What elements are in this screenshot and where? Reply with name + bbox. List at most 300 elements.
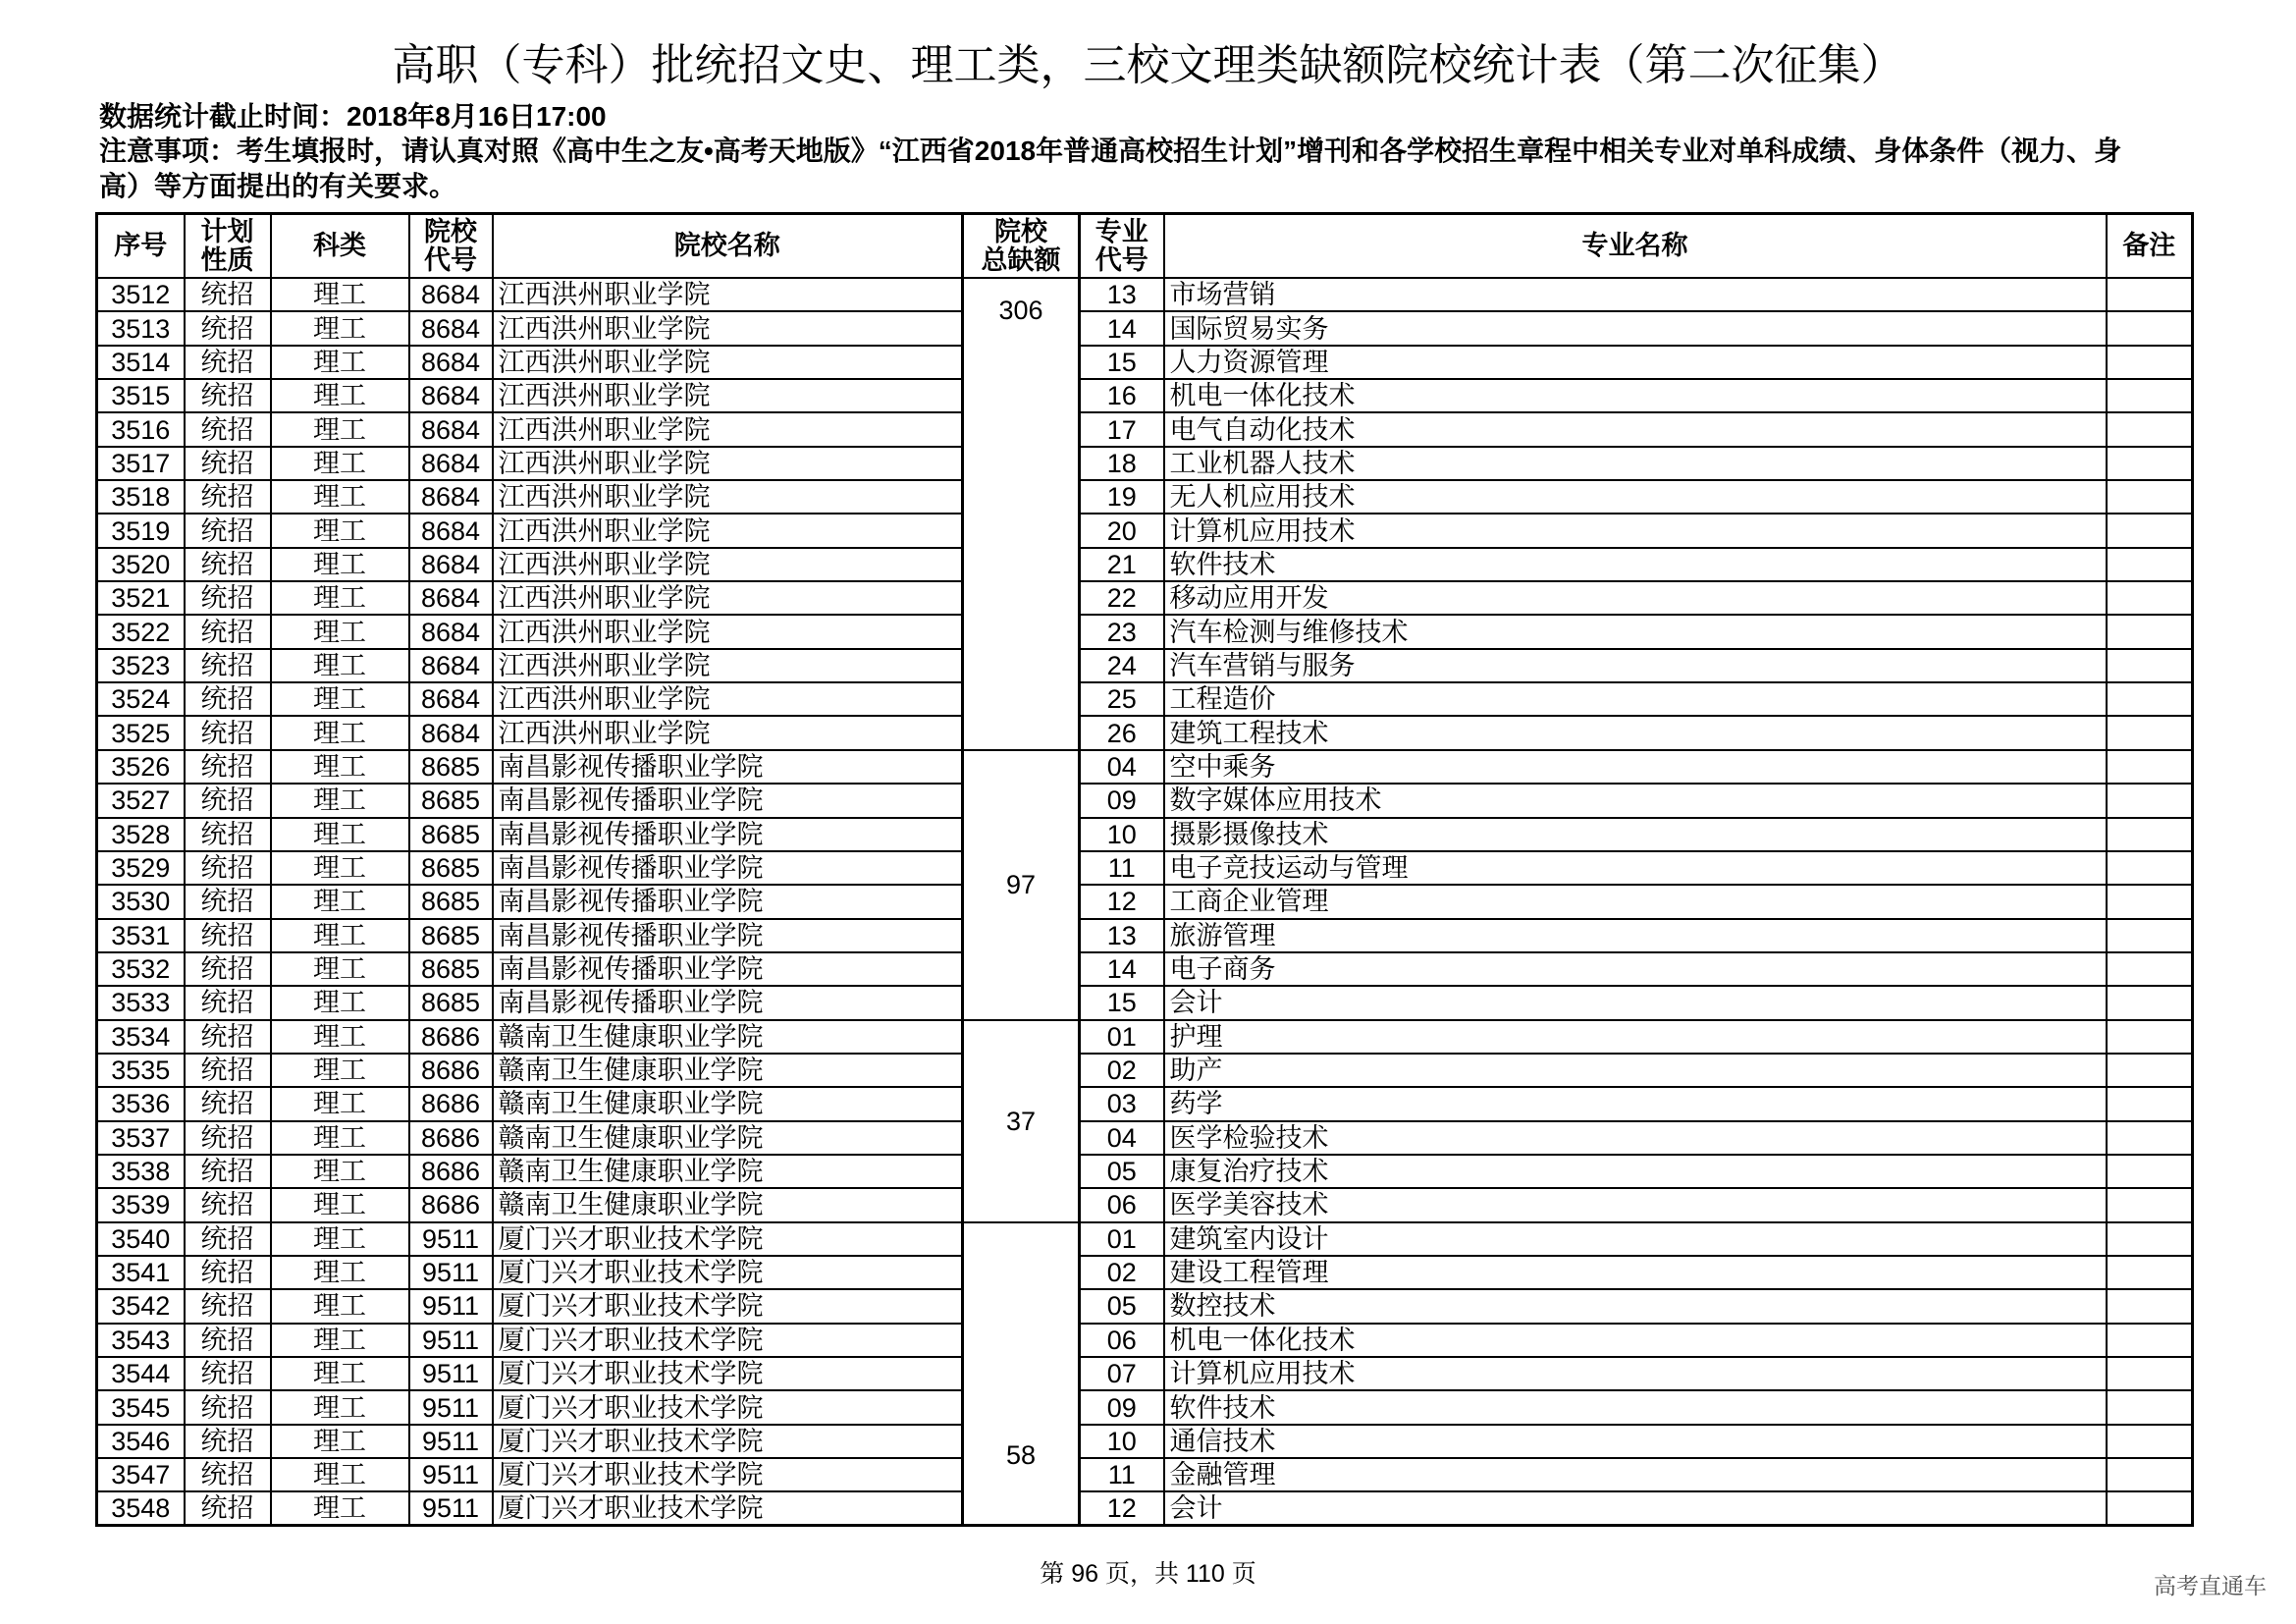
- cell-remark: [2107, 919, 2193, 952]
- cell-plan-type: 统招: [185, 447, 271, 480]
- cell-plan-type: 统招: [185, 1357, 271, 1390]
- cell-remark: [2107, 1121, 2193, 1155]
- cell-major-code: 15: [1080, 986, 1164, 1019]
- cell-remark: [2107, 480, 2193, 514]
- cell-major-code: 03: [1080, 1087, 1164, 1120]
- cell-plan-type: 统招: [185, 818, 271, 851]
- notice-text: [99, 134, 2259, 204]
- cell-plan-type: 统招: [185, 952, 271, 986]
- cell-major-name: 无人机应用技术: [1164, 480, 2107, 514]
- cell-category: 理工: [271, 1390, 409, 1424]
- header-major-code: 专业 代号: [1080, 214, 1164, 279]
- cell-seq: 3521: [97, 581, 185, 615]
- cell-school-name: 赣南卫生健康职业学院: [493, 1054, 963, 1087]
- cell-seq: 3524: [97, 682, 185, 716]
- cell-major-name: 工业机器人技术: [1164, 447, 2107, 480]
- cell-major-name: 工商企业管理: [1164, 885, 2107, 918]
- cell-major-name: 摄影摄像技术: [1164, 818, 2107, 851]
- cell-school-name: 南昌影视传播职业学院: [493, 986, 963, 1019]
- cell-category: 理工: [271, 1289, 409, 1323]
- cell-major-code: 22: [1080, 581, 1164, 615]
- cell-school-code: 9511: [409, 1256, 493, 1289]
- cell-plan-type: 统招: [185, 311, 271, 345]
- notice-line: 高）等方面提出的有关要求。: [99, 171, 457, 201]
- deadline-text: 数据统计截止时间：2018年8月16日17:00: [99, 101, 607, 132]
- cell-seq: 3548: [97, 1491, 185, 1525]
- cell-school-name: 南昌影视传播职业学院: [493, 885, 963, 918]
- cell-major-code: 05: [1080, 1155, 1164, 1188]
- cell-plan-type: 统招: [185, 1188, 271, 1221]
- quota-table: [95, 212, 2194, 1527]
- cell-school-name: 江西洪州职业学院: [493, 447, 963, 480]
- cell-school-name: 江西洪州职业学院: [493, 649, 963, 682]
- table-row: [97, 514, 2193, 547]
- cell-major-name: 康复治疗技术: [1164, 1155, 2107, 1188]
- cell-remark: [2107, 682, 2193, 716]
- cell-seq: 3531: [97, 919, 185, 952]
- cell-remark: [2107, 818, 2193, 851]
- table-row: [97, 851, 2193, 885]
- cell-major-name: 机电一体化技术: [1164, 1324, 2107, 1357]
- cell-major-name: 护理: [1164, 1020, 2107, 1054]
- cell-school-name: 赣南卫生健康职业学院: [493, 1020, 963, 1054]
- cell-remark: [2107, 346, 2193, 379]
- cell-major-name: 计算机应用技术: [1164, 514, 2107, 547]
- table-row: [97, 1054, 2193, 1087]
- cell-major-name: 电子商务: [1164, 952, 2107, 986]
- cell-major-code: 14: [1080, 952, 1164, 986]
- cell-remark: [2107, 379, 2193, 412]
- table-row: [97, 1155, 2193, 1188]
- cell-major-name: 市场营销: [1164, 278, 2107, 311]
- cell-seq: 3546: [97, 1425, 185, 1458]
- table-row: [97, 986, 2193, 1019]
- cell-major-code: 06: [1080, 1324, 1164, 1357]
- cell-school-code: 9511: [409, 1425, 493, 1458]
- cell-major-code: 11: [1080, 1458, 1164, 1491]
- cell-school-name: 南昌影视传播职业学院: [493, 784, 963, 817]
- cell-school-name: 江西洪州职业学院: [493, 379, 963, 412]
- cell-school-total: 37: [963, 1020, 1080, 1222]
- cell-category: 理工: [271, 311, 409, 345]
- cell-school-code: 8684: [409, 649, 493, 682]
- cell-seq: 3533: [97, 986, 185, 1019]
- cell-school-code: 8684: [409, 412, 493, 446]
- table-row: [97, 1289, 2193, 1323]
- cell-school-code: 9511: [409, 1324, 493, 1357]
- cell-school-name: 江西洪州职业学院: [493, 346, 963, 379]
- cell-major-code: 04: [1080, 1121, 1164, 1155]
- cell-seq: 3523: [97, 649, 185, 682]
- table-row: [97, 581, 2193, 615]
- cell-remark: [2107, 1256, 2193, 1289]
- cell-school-code: 8684: [409, 716, 493, 749]
- table-body: [97, 278, 2193, 1526]
- cell-plan-type: 统招: [185, 1289, 271, 1323]
- cell-school-total: 97: [963, 750, 1080, 1020]
- table-row: [97, 1020, 2193, 1054]
- cell-school-code: 8686: [409, 1087, 493, 1120]
- cell-school-total: 58: [963, 1222, 1080, 1526]
- cell-category: 理工: [271, 1425, 409, 1458]
- cell-seq: 3537: [97, 1121, 185, 1155]
- page-title: 高职（专科）批统招文史、理工类，三校文理类缺额院校统计表（第二次征集）: [392, 41, 1904, 89]
- cell-seq: 3538: [97, 1155, 185, 1188]
- cell-major-name: 会计: [1164, 986, 2107, 1019]
- cell-category: 理工: [271, 346, 409, 379]
- cell-plan-type: 统招: [185, 615, 271, 648]
- cell-major-code: 13: [1080, 278, 1164, 311]
- table-row: [97, 1324, 2193, 1357]
- cell-school-name: 江西洪州职业学院: [493, 278, 963, 311]
- cell-remark: [2107, 581, 2193, 615]
- cell-remark: [2107, 1425, 2193, 1458]
- cell-school-code: 8685: [409, 818, 493, 851]
- table-row: [97, 1390, 2193, 1424]
- cell-school-code: 8686: [409, 1121, 493, 1155]
- cell-major-code: 14: [1080, 311, 1164, 345]
- cell-major-code: 23: [1080, 615, 1164, 648]
- cell-school-name: 赣南卫生健康职业学院: [493, 1155, 963, 1188]
- cell-school-code: 8684: [409, 682, 493, 716]
- cell-school-name: 厦门兴才职业技术学院: [493, 1357, 963, 1390]
- cell-plan-type: 统招: [185, 1256, 271, 1289]
- cell-major-code: 06: [1080, 1188, 1164, 1221]
- cell-category: 理工: [271, 952, 409, 986]
- cell-remark: [2107, 548, 2193, 581]
- cell-remark: [2107, 311, 2193, 345]
- cell-category: 理工: [271, 851, 409, 885]
- cell-seq: 3545: [97, 1390, 185, 1424]
- cell-major-name: 机电一体化技术: [1164, 379, 2107, 412]
- cell-major-code: 09: [1080, 1390, 1164, 1424]
- cell-remark: [2107, 716, 2193, 749]
- table-row: [97, 682, 2193, 716]
- cell-major-name: 工程造价: [1164, 682, 2107, 716]
- cell-category: 理工: [271, 581, 409, 615]
- table-row: [97, 346, 2193, 379]
- cell-major-code: 25: [1080, 682, 1164, 716]
- cell-category: 理工: [271, 986, 409, 1019]
- cell-plan-type: 统招: [185, 986, 271, 1019]
- cell-major-name: 数字媒体应用技术: [1164, 784, 2107, 817]
- table-row: [97, 548, 2193, 581]
- cell-major-name: 汽车营销与服务: [1164, 649, 2107, 682]
- cell-plan-type: 统招: [185, 1020, 271, 1054]
- cell-major-code: 17: [1080, 412, 1164, 446]
- cell-plan-type: 统招: [185, 682, 271, 716]
- cell-seq: 3532: [97, 952, 185, 986]
- cell-school-code: 9511: [409, 1289, 493, 1323]
- cell-category: 理工: [271, 1087, 409, 1120]
- table-row: [97, 379, 2193, 412]
- table-row: [97, 1256, 2193, 1289]
- cell-remark: [2107, 1188, 2193, 1221]
- cell-school-code: 8685: [409, 986, 493, 1019]
- cell-school-code: 9511: [409, 1491, 493, 1525]
- cell-school-code: 9511: [409, 1458, 493, 1491]
- table-row: [97, 716, 2193, 749]
- cell-category: 理工: [271, 1491, 409, 1525]
- cell-remark: [2107, 1390, 2193, 1424]
- cell-remark: [2107, 1324, 2193, 1357]
- cell-major-name: 空中乘务: [1164, 750, 2107, 784]
- cell-remark: [2107, 1155, 2193, 1188]
- cell-school-name: 厦门兴才职业技术学院: [493, 1390, 963, 1424]
- cell-school-code: 8684: [409, 615, 493, 648]
- cell-school-name: 赣南卫生健康职业学院: [493, 1087, 963, 1120]
- cell-school-name: 南昌影视传播职业学院: [493, 750, 963, 784]
- table-row: [97, 1188, 2193, 1221]
- cell-remark: [2107, 447, 2193, 480]
- header-major-name: 专业名称: [1164, 214, 2107, 279]
- cell-major-name: 移动应用开发: [1164, 581, 2107, 615]
- cell-school-name: 江西洪州职业学院: [493, 311, 963, 345]
- cell-major-code: 15: [1080, 346, 1164, 379]
- cell-seq: 3543: [97, 1324, 185, 1357]
- cell-seq: 3513: [97, 311, 185, 345]
- cell-plan-type: 统招: [185, 1425, 271, 1458]
- table-row: [97, 818, 2193, 851]
- cell-school-code: 9511: [409, 1222, 493, 1256]
- cell-major-code: 01: [1080, 1020, 1164, 1054]
- cell-school-name: 厦门兴才职业技术学院: [493, 1256, 963, 1289]
- cell-category: 理工: [271, 278, 409, 311]
- cell-remark: [2107, 1087, 2193, 1120]
- cell-school-name: 南昌影视传播职业学院: [493, 851, 963, 885]
- cell-major-code: 09: [1080, 784, 1164, 817]
- cell-school-name: 江西洪州职业学院: [493, 615, 963, 648]
- table-row: [97, 919, 2193, 952]
- cell-seq: 3518: [97, 480, 185, 514]
- cell-category: 理工: [271, 750, 409, 784]
- cell-category: 理工: [271, 447, 409, 480]
- cell-category: 理工: [271, 379, 409, 412]
- cell-school-name: 厦门兴才职业技术学院: [493, 1458, 963, 1491]
- cell-remark: [2107, 278, 2193, 311]
- cell-plan-type: 统招: [185, 412, 271, 446]
- cell-remark: [2107, 615, 2193, 648]
- table-header: [97, 214, 2193, 279]
- cell-seq: 3544: [97, 1357, 185, 1390]
- cell-major-name: 计算机应用技术: [1164, 1357, 2107, 1390]
- cell-school-code: 8684: [409, 514, 493, 547]
- cell-seq: 3530: [97, 885, 185, 918]
- cell-major-code: 21: [1080, 548, 1164, 581]
- table-row: [97, 480, 2193, 514]
- cell-seq: 3522: [97, 615, 185, 648]
- cell-seq: 3540: [97, 1222, 185, 1256]
- cell-remark: [2107, 1054, 2193, 1087]
- cell-category: 理工: [271, 784, 409, 817]
- cell-major-code: 07: [1080, 1357, 1164, 1390]
- cell-school-name: 厦门兴才职业技术学院: [493, 1289, 963, 1323]
- cell-plan-type: 统招: [185, 851, 271, 885]
- cell-major-code: 16: [1080, 379, 1164, 412]
- cell-major-name: 软件技术: [1164, 548, 2107, 581]
- cell-major-name: 电气自动化技术: [1164, 412, 2107, 446]
- cell-category: 理工: [271, 919, 409, 952]
- cell-category: 理工: [271, 1020, 409, 1054]
- table-row: [97, 649, 2193, 682]
- cell-category: 理工: [271, 1155, 409, 1188]
- cell-school-name: 赣南卫生健康职业学院: [493, 1188, 963, 1221]
- cell-school-total: 306: [963, 278, 1080, 750]
- cell-plan-type: 统招: [185, 1087, 271, 1120]
- cell-school-name: 南昌影视传播职业学院: [493, 818, 963, 851]
- cell-plan-type: 统招: [185, 514, 271, 547]
- cell-seq: 3526: [97, 750, 185, 784]
- cell-school-code: 8686: [409, 1020, 493, 1054]
- table-row: [97, 1222, 2193, 1256]
- cell-category: 理工: [271, 548, 409, 581]
- cell-seq: 3528: [97, 818, 185, 851]
- notice-line: 注意事项：考生填报时，请认真对照《高中生之友•高考天地版》“江西省2018年普通高校招生计划”增刊和各学校招生章程中相关专业对单科成绩、身体条件（视力、身: [99, 135, 2122, 166]
- cell-school-name: 厦门兴才职业技术学院: [493, 1324, 963, 1357]
- cell-seq: 3517: [97, 447, 185, 480]
- cell-school-code: 8686: [409, 1188, 493, 1221]
- cell-school-name: 江西洪州职业学院: [493, 682, 963, 716]
- cell-plan-type: 统招: [185, 1222, 271, 1256]
- cell-plan-type: 统招: [185, 716, 271, 749]
- cell-school-code: 8685: [409, 919, 493, 952]
- cell-category: 理工: [271, 412, 409, 446]
- table-row: [97, 278, 2193, 311]
- cell-plan-type: 统招: [185, 379, 271, 412]
- cell-school-name: 厦门兴才职业技术学院: [493, 1491, 963, 1525]
- cell-major-code: 13: [1080, 919, 1164, 952]
- cell-seq: 3534: [97, 1020, 185, 1054]
- cell-plan-type: 统招: [185, 784, 271, 817]
- cell-school-code: 8684: [409, 278, 493, 311]
- table-row: [97, 885, 2193, 918]
- cell-plan-type: 统招: [185, 1155, 271, 1188]
- cell-major-name: 软件技术: [1164, 1390, 2107, 1424]
- cell-plan-type: 统招: [185, 1390, 271, 1424]
- cell-plan-type: 统招: [185, 649, 271, 682]
- cell-category: 理工: [271, 1222, 409, 1256]
- cell-category: 理工: [271, 615, 409, 648]
- table-row: [97, 750, 2193, 784]
- cell-major-code: 18: [1080, 447, 1164, 480]
- cell-school-code: 8685: [409, 885, 493, 918]
- cell-plan-type: 统招: [185, 548, 271, 581]
- cell-major-code: 10: [1080, 1425, 1164, 1458]
- cell-seq: 3542: [97, 1289, 185, 1323]
- cell-school-code: 8685: [409, 851, 493, 885]
- table-row: [97, 1087, 2193, 1120]
- cell-major-code: 24: [1080, 649, 1164, 682]
- table-row: [97, 311, 2193, 345]
- cell-major-code: 02: [1080, 1256, 1164, 1289]
- cell-major-name: 建设工程管理: [1164, 1256, 2107, 1289]
- cell-school-code: 9511: [409, 1357, 493, 1390]
- cell-category: 理工: [271, 716, 409, 749]
- cell-seq: 3527: [97, 784, 185, 817]
- header-school-total: 院校 总缺额: [963, 214, 1080, 279]
- cell-major-name: 电子竞技运动与管理: [1164, 851, 2107, 885]
- table-row: [97, 1121, 2193, 1155]
- cell-plan-type: 统招: [185, 1491, 271, 1525]
- header-plan-type: 计划 性质: [185, 214, 271, 279]
- cell-plan-type: 统招: [185, 1324, 271, 1357]
- cell-remark: [2107, 1289, 2193, 1323]
- cell-plan-type: 统招: [185, 1054, 271, 1087]
- cell-category: 理工: [271, 1121, 409, 1155]
- table-row: [97, 447, 2193, 480]
- cell-school-name: 江西洪州职业学院: [493, 480, 963, 514]
- cell-major-code: 20: [1080, 514, 1164, 547]
- cell-seq: 3520: [97, 548, 185, 581]
- cell-major-name: 建筑工程技术: [1164, 716, 2107, 749]
- cell-remark: [2107, 1222, 2193, 1256]
- cell-school-name: 江西洪州职业学院: [493, 581, 963, 615]
- cell-major-code: 05: [1080, 1289, 1164, 1323]
- cell-plan-type: 统招: [185, 919, 271, 952]
- cell-seq: 3525: [97, 716, 185, 749]
- table-row: [97, 1458, 2193, 1491]
- cell-category: 理工: [271, 514, 409, 547]
- table-row: [97, 1357, 2193, 1390]
- cell-school-name: 南昌影视传播职业学院: [493, 919, 963, 952]
- cell-major-code: 01: [1080, 1222, 1164, 1256]
- cell-school-name: 江西洪州职业学院: [493, 548, 963, 581]
- cell-major-name: 通信技术: [1164, 1425, 2107, 1458]
- table-row: [97, 1491, 2193, 1525]
- cell-category: 理工: [271, 1054, 409, 1087]
- cell-major-name: 建筑室内设计: [1164, 1222, 2107, 1256]
- header-remark: 备注: [2107, 214, 2193, 279]
- cell-major-code: 04: [1080, 750, 1164, 784]
- cell-school-code: 8684: [409, 346, 493, 379]
- cell-school-name: 赣南卫生健康职业学院: [493, 1121, 963, 1155]
- cell-seq: 3536: [97, 1087, 185, 1120]
- cell-major-name: 人力资源管理: [1164, 346, 2107, 379]
- cell-remark: [2107, 885, 2193, 918]
- cell-school-code: 8685: [409, 952, 493, 986]
- cell-category: 理工: [271, 1188, 409, 1221]
- cell-seq: 3539: [97, 1188, 185, 1221]
- cell-category: 理工: [271, 885, 409, 918]
- cell-major-name: 药学: [1164, 1087, 2107, 1120]
- cell-major-name: 助产: [1164, 1054, 2107, 1087]
- cell-major-name: 旅游管理: [1164, 919, 2107, 952]
- cell-school-code: 8684: [409, 548, 493, 581]
- cell-plan-type: 统招: [185, 480, 271, 514]
- cell-major-code: 02: [1080, 1054, 1164, 1087]
- cell-remark: [2107, 952, 2193, 986]
- cell-school-name: 江西洪州职业学院: [493, 514, 963, 547]
- cell-seq: 3541: [97, 1256, 185, 1289]
- cell-category: 理工: [271, 818, 409, 851]
- cell-plan-type: 统招: [185, 581, 271, 615]
- cell-school-code: 8685: [409, 784, 493, 817]
- table-row: [97, 784, 2193, 817]
- cell-remark: [2107, 986, 2193, 1019]
- cell-school-code: 8684: [409, 379, 493, 412]
- cell-seq: 3514: [97, 346, 185, 379]
- cell-remark: [2107, 851, 2193, 885]
- cell-school-name: 南昌影视传播职业学院: [493, 952, 963, 986]
- cell-school-code: 8684: [409, 311, 493, 345]
- cell-remark: [2107, 649, 2193, 682]
- table-row: [97, 615, 2193, 648]
- cell-school-name: 江西洪州职业学院: [493, 412, 963, 446]
- cell-category: 理工: [271, 649, 409, 682]
- cell-category: 理工: [271, 1357, 409, 1390]
- cell-school-name: 江西洪州职业学院: [493, 716, 963, 749]
- cell-school-code: 8684: [409, 480, 493, 514]
